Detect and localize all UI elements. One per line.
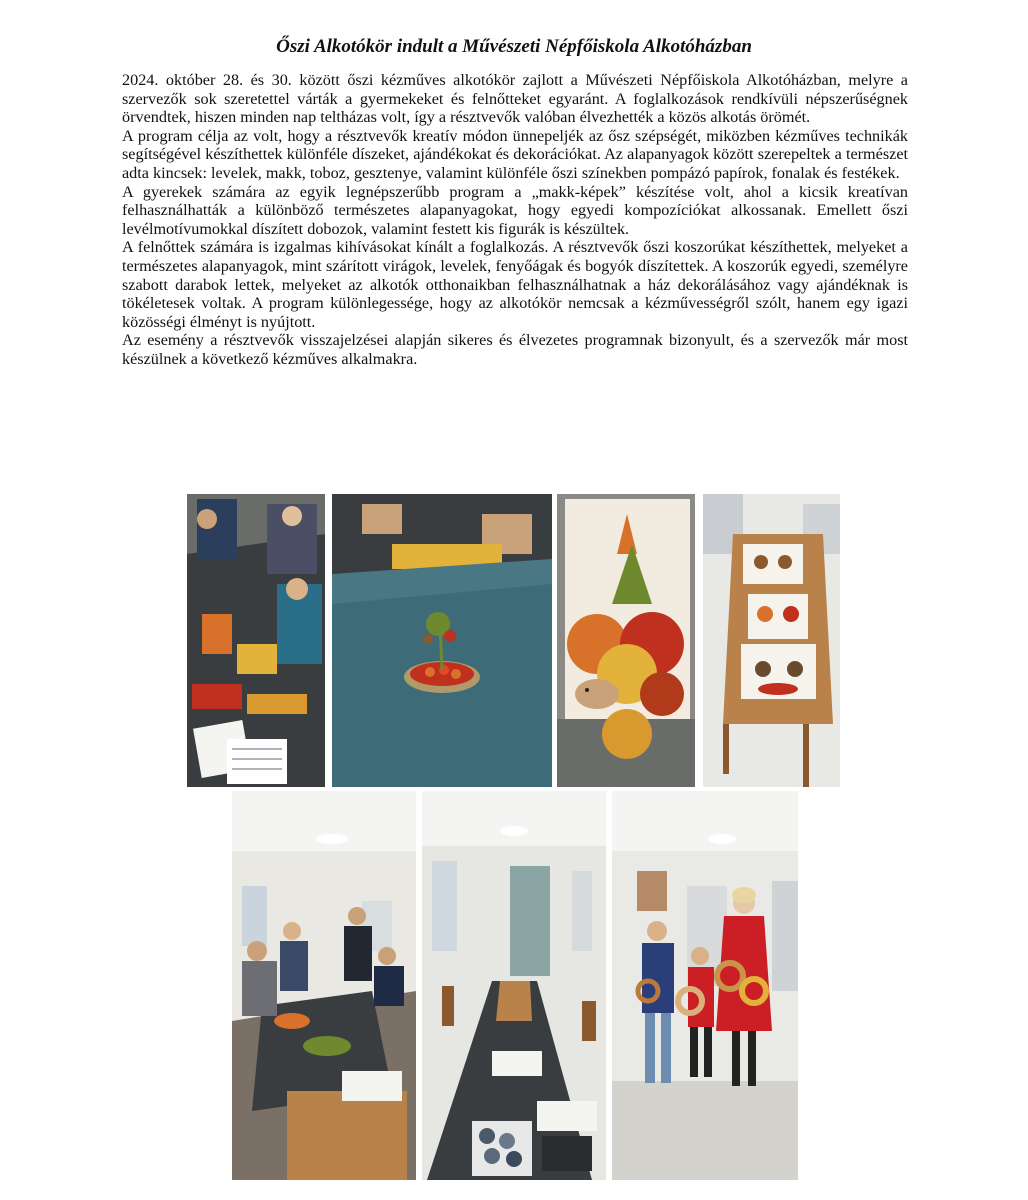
paragraph-summary: Az esemény a résztvevők visszajelzései alapján sikeres és élvezetes programnak bizonyult, és a szervezők már most készülnek a következő kézműves alkalmakra. xyxy=(122,331,908,368)
paragraph-goal: A program célja az volt, hogy a résztvevők kreatív módon ünnepeljék az ősz szépségét, miközben kézműves technikák segítségével készíthettek különféle díszeket, ajándékokat és dekorációkat. Az alapanyagok között szerepeltek a természet adta kincsek: levelek, makk, toboz, gesztenye, valamint különféle őszi színekben pompázó papírok, fonalak és festékek. xyxy=(122,126,908,182)
paragraph-children: A gyerekek számára az egyik legnépszerűbb program a „makk-képek” készítése volt, ahol a kicsik kreatívan felhasználhatták a különböző természetes alapanyagokat, hogy egyedi kompozíciókat alkossanak. Emellett őszi levélmotívumokkal díszített dobozok, valamint festett kis figurák is készültek. xyxy=(122,182,908,238)
photo-participants-with-wreaths xyxy=(612,791,798,1180)
photo-acorn-faces-table xyxy=(703,494,840,787)
photo-empty-workshop-tables xyxy=(422,791,606,1180)
paragraph-adults: A felnőttek számára is izgalmas kihívásokat kínált a foglalkozás. A résztvevők őszi koszorúkat készíthettek, melyeket a természetes alapanyagok, mint szárított virágok, levelek, fenyőágak és bogyók díszítettek. A koszorúk egyedi, személyre szabott darabok lettek, melyeket az alkotók otthonaikban felhasználhatnak a ház dekorálásához vagy ajándéknak is tökéletesek voltak. A program különlegessége, hogy az alkotókör nemcsak a kézművességről szólt, hanem egy igazi közösségi élményt is nyújtott. xyxy=(122,238,908,331)
article-body xyxy=(122,71,908,369)
article-title: Őszi Alkotókör indult a Művészeti Népfőiskola Alkotóházban xyxy=(276,36,752,57)
photo-leaf-collage-hedgehog xyxy=(557,494,695,787)
photo-workshop-room-participants xyxy=(232,791,416,1180)
photo-acorn-decoration xyxy=(332,494,552,787)
photo-children-crafting-table xyxy=(187,494,325,787)
paragraph-intro: 2024. október 28. és 30. között őszi kézműves alkotókör zajlott a Művészeti Népfőiskola Alkotóházban, melyre a szervezők sok szeretettel várták a gyermekeket és felnőtteket egyaránt. A foglalkozások rendkívüli népszerűségnek örvendtek, hiszen minden nap teltházas volt, így a résztvevők valóban élvezhették a közös alkotás örömét. xyxy=(122,71,908,127)
